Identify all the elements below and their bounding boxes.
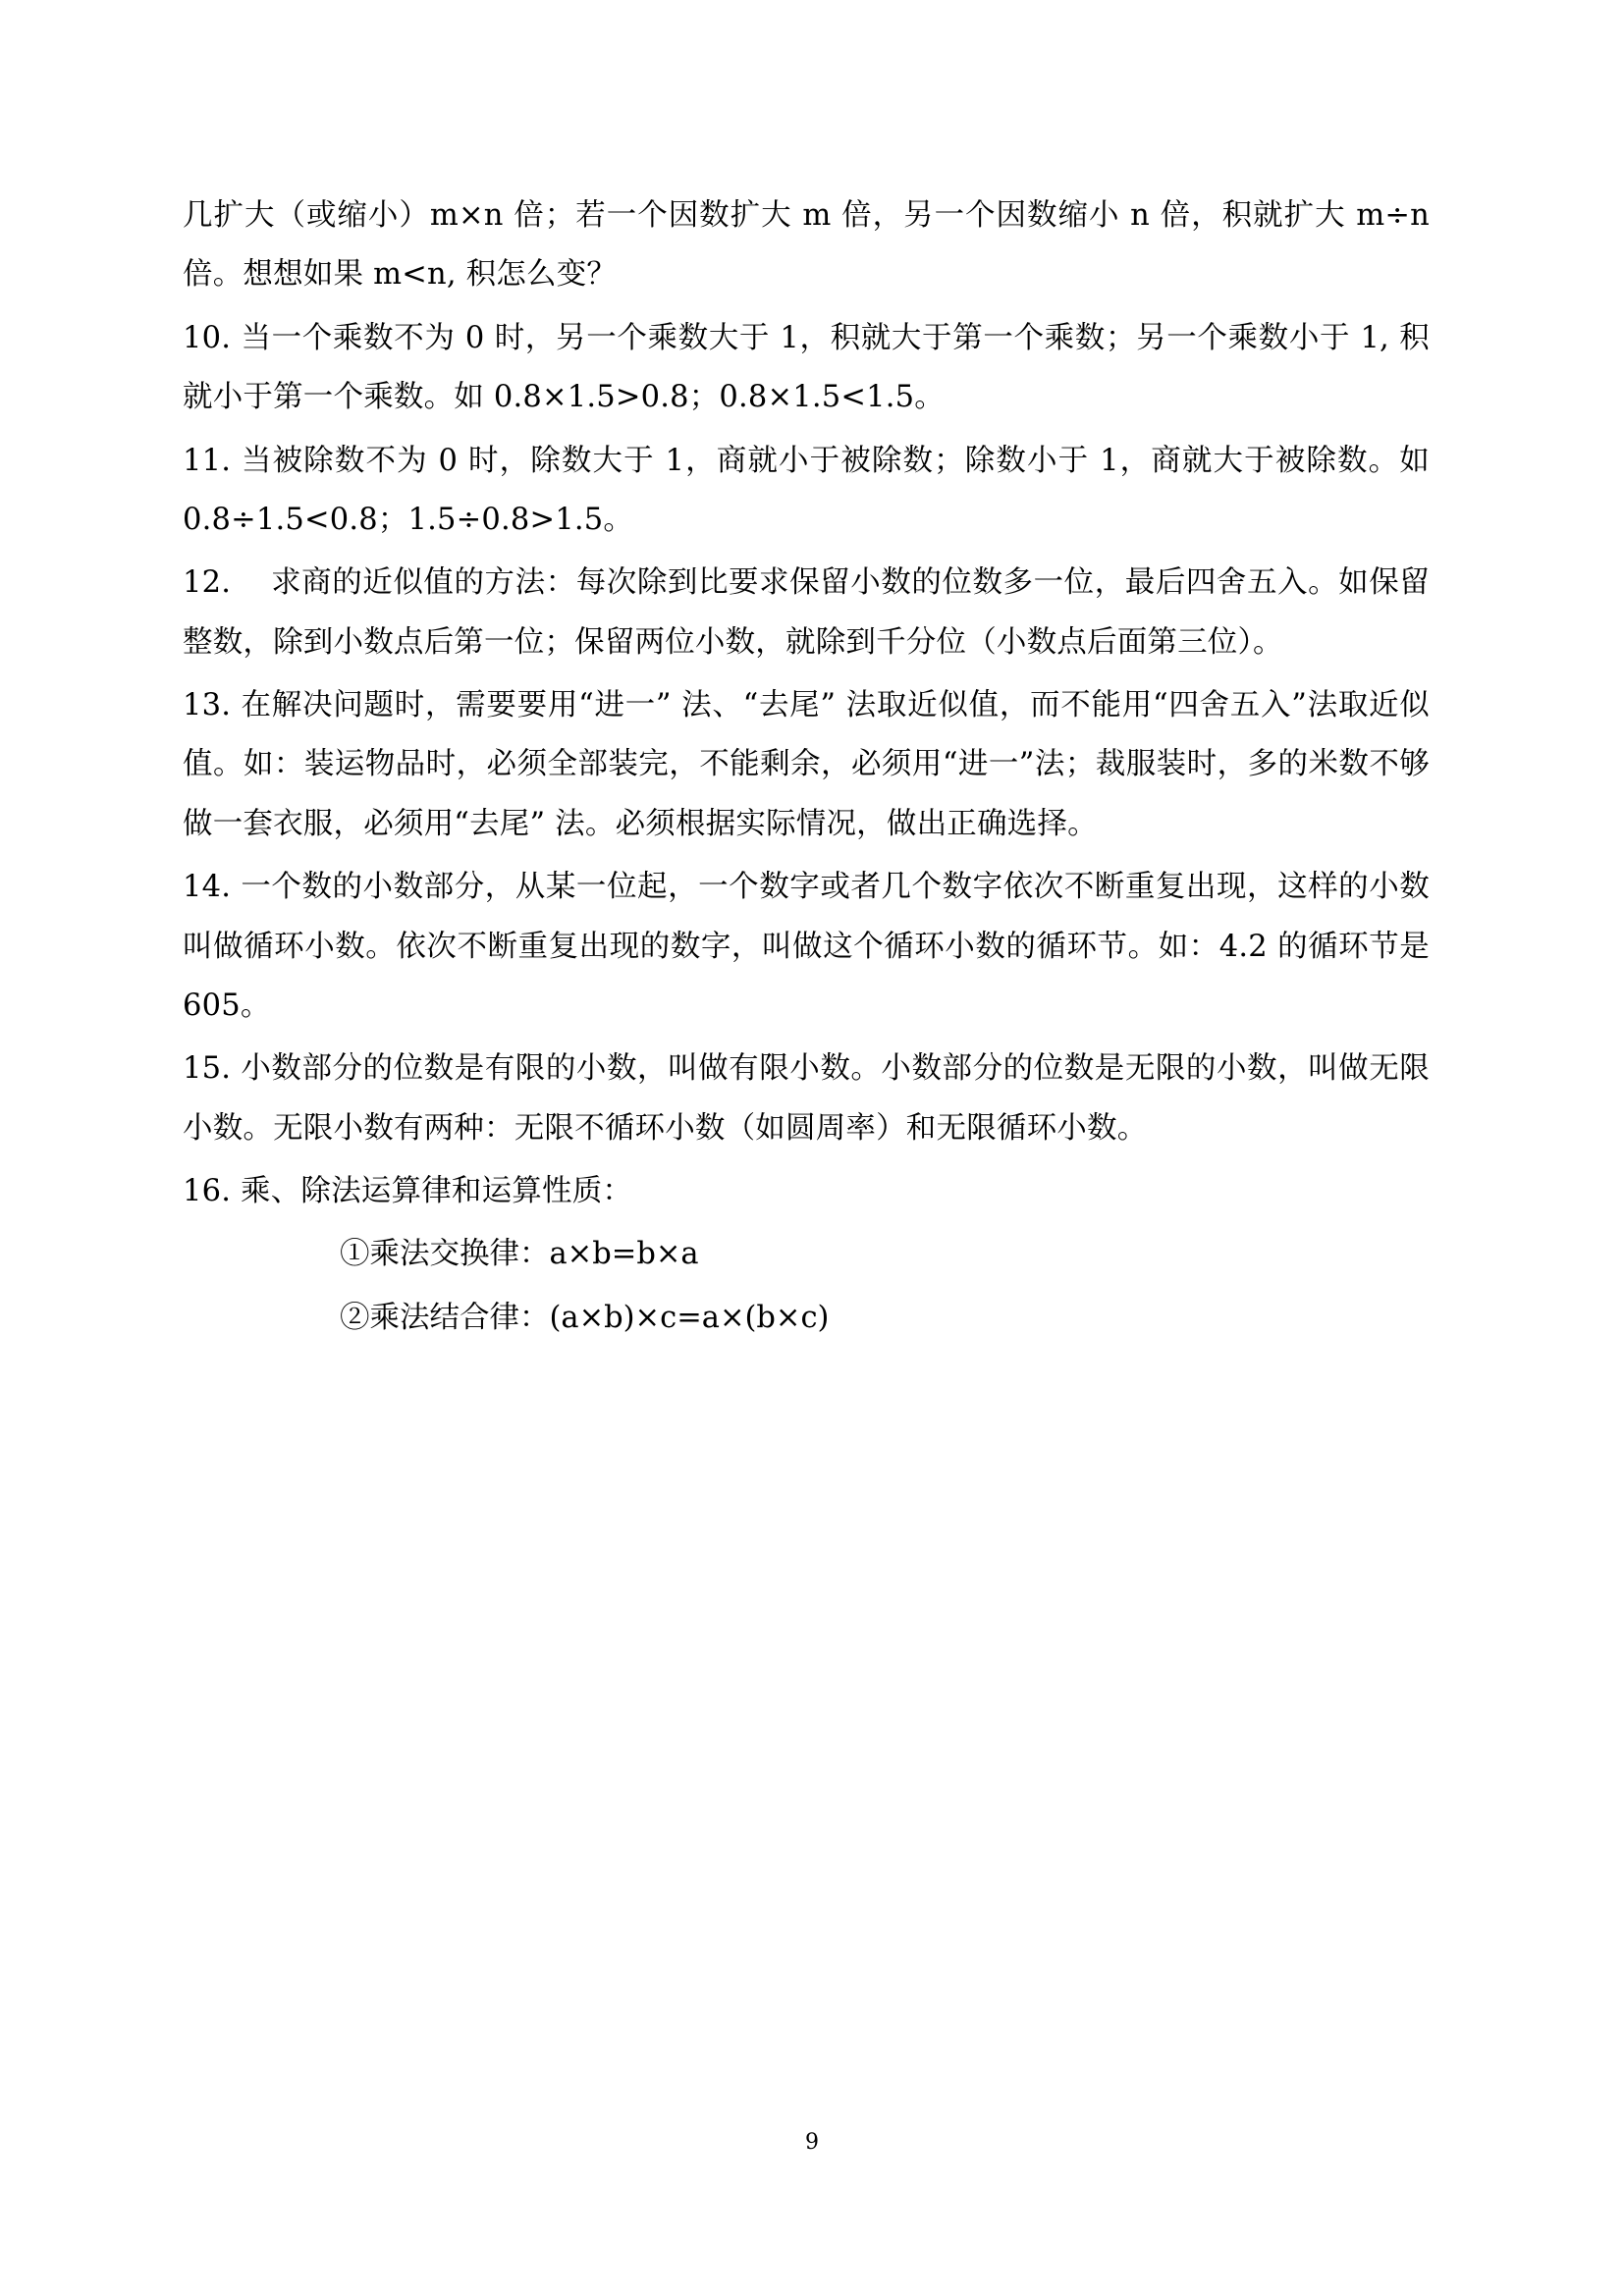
paragraph-continued: 几扩大（或缩小）m×n 倍；若一个因数扩大 m 倍，另一个因数缩小 n 倍，积就扩大 m÷n 倍。想想如果 m<n, 积怎么变？ [183,198,1439,293]
paragraph-item-13: 13. 在解决问题时，需要要用“进一” 法、“去尾” 法取近似值，而不能用“四舍五入”法取近似值。如：装运物品时，必须全部装完，不能剩余，必须用“进一”法；裁服装时，多的米数不够做一套衣服，必须用“去尾” 法。必须根据实际情况，做出正确选择。 [183,688,1430,841]
sub-item-2: ②乘法结合律：(a×b)×c=a×(b×c) [340,1300,830,1335]
paragraph-item-16: 16. 乘、除法运算律和运算性质： [183,1174,633,1208]
paragraph-item-10: 10. 当一个乘数不为 0 时，另一个乘数大于 1，积就大于第一个乘数；另一个乘数小于 1, 积就小于第一个乘数。如 0.8×1.5>0.8；0.8×1.5<1.5。 [183,320,1430,415]
paragraph-item-12: 12. 求商的近似值的方法：每次除到比要求保留小数的位数多一位，最后四舍五入。如保留整数，除到小数点后第一位；保留两位小数，就除到千分位（小数点后面第三位）。 [183,565,1430,660]
paragraph-item-14: 14. 一个数的小数部分，从某一位起，一个数字或者几个数字依次不断重复出现，这样的小数叫做循环小数。依次不断重复出现的数字，叫做这个循环小数的循环节。如：4.2 的循环节是 605。 [183,870,1439,1023]
paragraph-item-15: 15. 小数部分的位数是有限的小数，叫做有限小数。小数部分的位数是无限的小数，叫做无限小数。无限小数有两种：无限不循环小数（如圆周率）和无限循环小数。 [183,1051,1430,1146]
page-content [183,187,1439,1352]
sub-item-1: ①乘法交换律：a×b=b×a [340,1237,699,1272]
page-number: 9 [805,2130,819,2155]
paragraph-item-11: 11. 当被除数不为 0 时，除数大于 1，商就小于被除数；除数小于 1，商就大于被除数。如 0.8÷1.5<0.8；1.5÷0.8>1.5。 [183,443,1439,537]
